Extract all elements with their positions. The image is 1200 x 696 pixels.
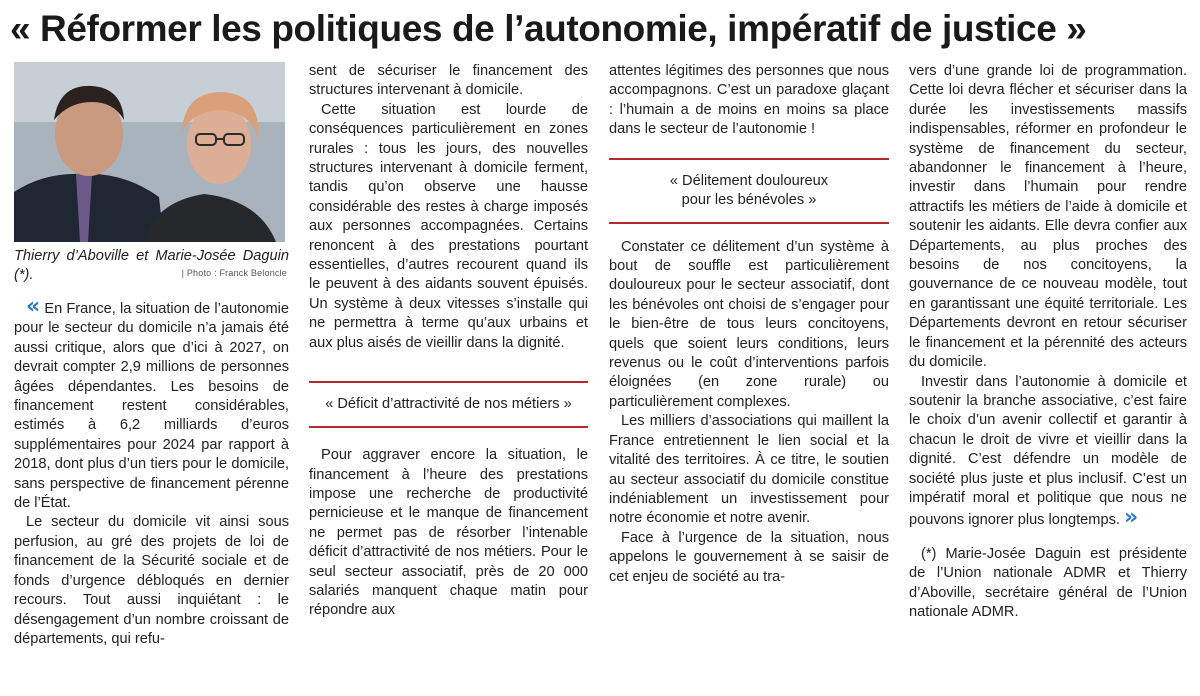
subhead: « Déficit d’attractivité de nos métiers » <box>325 396 572 413</box>
column-1 <box>14 62 289 649</box>
paragraph-text: En France, la situation de l’autonomie pour le secteur du domicile n’a jamais été aussi critique, alors que d’ici à 2027, on devrait compter 2,9 millions de personnes âgées dépendantes. Les besoins de financement restent considérables, estimés à 6,2 milliards d’euros supplémentaires pour 2024 par rapport à 2018, dont plus d’un tiers pour le domicile, sans perspective de financement pérenne de l’État. <box>14 301 289 512</box>
footnote: (*) Marie-Josée Daguin est présidente de l’Union nationale ADMR et Thierry d’Aboville, secrétaire général de l’Union nationale ADMR. <box>909 545 1187 620</box>
column-2 <box>309 62 588 621</box>
paragraph: Le secteur du domicile vit ainsi sous perfusion, au gré des projets de loi de financement de la Sécurité sociale et de fonds d’urgence débloqués en dernier recours. Tout aussi inquiétant : le désengagement d’un nombre croissant de départements, qui refu- <box>14 514 289 647</box>
column-4 <box>909 62 1187 622</box>
photo-credit: | Photo : Franck Beloncle <box>181 268 287 278</box>
column-3 <box>609 62 889 587</box>
caption-text: Thierry d’Aboville et Marie-Josée Daguin (*). <box>14 248 289 283</box>
subhead-line: « Délitement douloureux <box>669 172 829 189</box>
paragraph: Cette situation est lourde de conséquences particulièrement en zones rurales : tous les jours, des nouvelles structures intervenant à domicile ferment, tandis qu’on observe une hausse considérable des restes à charge imposés aux personnes accompagnées. Certains renoncent à des prestations pourtant essentielles, d’autres recourent quand ils le peuvent à des aidants souvent épuisés. Un système à deux vitesses s’installe qui ne permettra à terme qu’aux urbains et aux plus aisés de vieillir dans la dignité. <box>309 101 588 351</box>
paragraph: Pour aggraver encore la situation, le financement à l’heure des prestations impose une recherche de productivité pernicieuse et le manque de financement ne permet pas de résorber l’intenable déficit d’attractivité de nos métiers. Pour le seul secteur associatif, près de 20 000 salariés manquent chaque matin pour répondre aux <box>309 447 588 619</box>
paragraph: sent de sécuriser le financement des structures intervenant à domicile. <box>309 63 588 99</box>
paragraph-text: Investir dans l’autonomie à domicile et soutenir la branche associative, c’est faire le choix d’un avenir collectif et garantir à chacun le droit de vivre et vieillir dans la dignité. C’est défendre un modèle de société plus juste et plus inclusif. C’est un impératif moral et politique que nous ne pouvons ignorer plus longtemps. <box>909 373 1187 529</box>
paragraph <box>14 294 289 513</box>
paragraph: Les milliers d’associations qui maillent la France entretiennent le lien social et la vitalité des territoires. À ce titre, le soutien au secteur associatif du domicile constitue indéniablement un investissement pour notre économie et notre avenir. <box>609 413 889 527</box>
subhead-block <box>309 381 588 428</box>
close-quote-icon: » <box>1124 505 1139 531</box>
article-headline: « Réformer les politiques de l’autonomie, impératif de justice » <box>10 8 1087 49</box>
author-photo <box>14 62 285 242</box>
divider <box>609 222 889 224</box>
photo-caption <box>14 247 289 285</box>
subhead-block <box>609 158 889 224</box>
paragraph <box>909 373 1187 531</box>
paragraph: Constater ce délitement d’un système à bout de souffle est particulièrement douloureux pour le secteur associatif, dont les bénévoles ont choisi de s’engager pour le bien-être de tous leurs concitoyens, quels que soient leurs conditions, leurs revenus ou le coût d’interventions parfois éloignées (en zone rurale) ou particulièrement complexes. <box>609 238 889 410</box>
open-quote-icon: « <box>26 294 41 319</box>
paragraph: vers d’une grande loi de programmation. Cette loi devra flécher et sécuriser dans la durée les investissements massifs indispensables, réformer en profondeur le système de financement du secteur, abandonner le financement à l’heure, investir dans l’humain pour rendre attractifs les métiers de l’aide à domicile et soutenir les aidants. Elle devra confier aux Départements, au plus proches des besoins de nos concitoyens, la gouvernance de ce nouveau modèle, tout en garantissant une équité territoriale. Les Départements devront en retour sécuriser le financement et la pérennité des acteurs du domicile. <box>909 63 1187 371</box>
portrait-image <box>14 62 285 242</box>
paragraph: attentes légitimes des personnes que nous accompagnons. C’est un paradoxe glaçant : l’humain a de moins en moins sa place dans le secteur de l’autonomie ! <box>609 63 889 138</box>
paragraph: Face à l’urgence de la situation, nous appelons le gouvernement à se saisir de cet enjeu de société au tra- <box>609 529 889 585</box>
divider <box>309 426 588 428</box>
subhead <box>609 160 889 222</box>
subhead-line: pour les bénévoles » <box>681 191 817 208</box>
